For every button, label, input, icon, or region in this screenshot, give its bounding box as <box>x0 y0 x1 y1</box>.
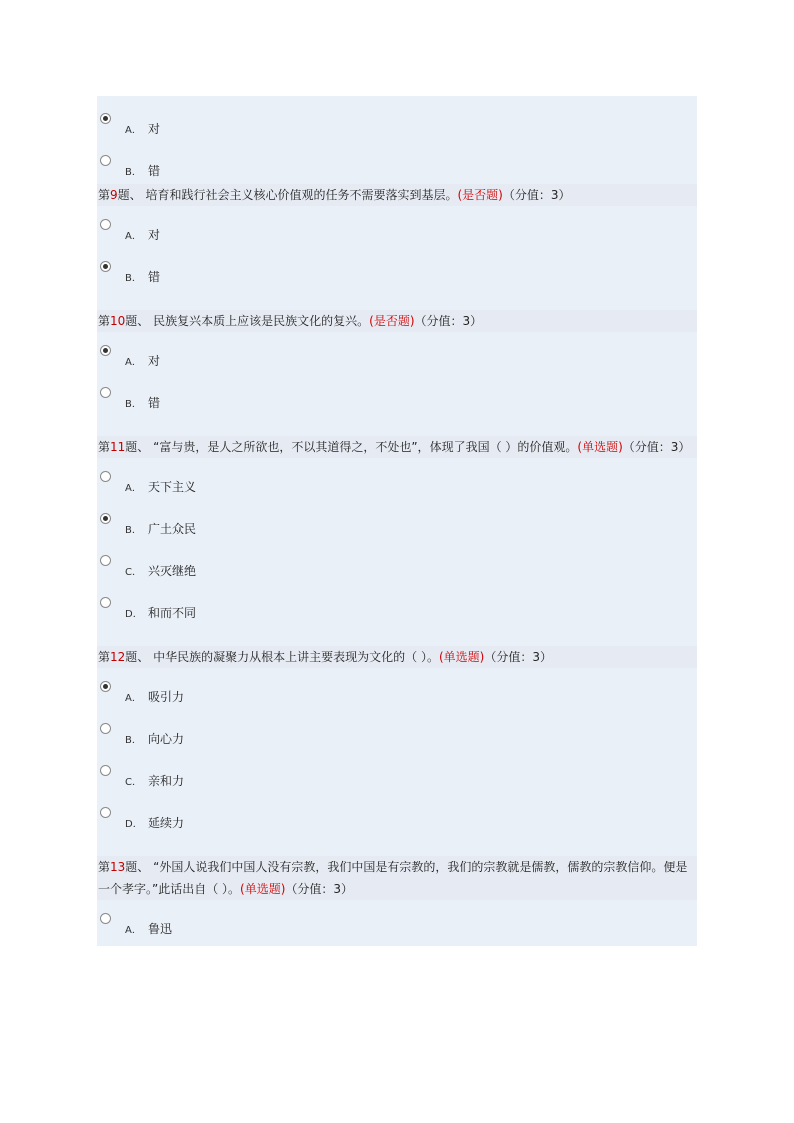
option-text: 错 <box>148 396 161 410</box>
answer-option[interactable] <box>97 100 697 142</box>
question-header <box>97 646 697 668</box>
question-prefix: 第 <box>98 440 111 454</box>
question-text: “外国人说我们中国人没有宗教，我们中国是有宗教的，我们的宗教就是儒教，儒教的宗教信仰。便是一个孝字。”此话出自（ ）。 <box>98 860 688 896</box>
question-type: (单选题) <box>240 882 286 896</box>
option-text: 兴灭继绝 <box>148 564 197 578</box>
answer-option[interactable] <box>97 584 697 626</box>
answer-options <box>97 900 697 946</box>
radio-checked-icon[interactable] <box>100 513 111 524</box>
radio-unchecked-icon[interactable] <box>100 913 111 924</box>
question-header <box>97 856 697 900</box>
question-suffix: 题、 <box>125 314 150 328</box>
question-header <box>97 184 697 206</box>
option-letter: D． <box>125 819 143 830</box>
question-type: (是否题) <box>457 188 503 202</box>
radio-checked-icon[interactable] <box>100 345 111 356</box>
option-spacer <box>97 626 697 646</box>
question-text: 培育和践行社会主义核心价值观的任务不需要落实到基层。 <box>141 188 458 202</box>
question-prefix: 第 <box>98 314 111 328</box>
radio-unchecked-icon[interactable] <box>100 723 111 734</box>
radio-unchecked-icon[interactable] <box>100 765 111 776</box>
question-score: （分值：3） <box>414 314 483 328</box>
question-type: (单选题) <box>438 650 485 664</box>
option-text: 对 <box>148 122 161 136</box>
question-type: (是否题) <box>369 314 415 328</box>
radio-unchecked-icon[interactable] <box>100 219 111 230</box>
question-prefix: 第 <box>98 650 111 664</box>
option-text: 错 <box>148 270 161 284</box>
option-letter: A． <box>125 693 142 704</box>
option-text: 亲和力 <box>148 774 185 788</box>
answer-option[interactable] <box>97 248 697 290</box>
answer-options <box>97 332 697 436</box>
option-text: 延续力 <box>148 816 185 830</box>
option-spacer <box>97 290 697 310</box>
answer-option[interactable] <box>97 332 697 374</box>
question-score: （分值：3） <box>285 882 354 896</box>
radio-checked-icon[interactable] <box>100 113 111 124</box>
question-number: 10 <box>110 314 126 328</box>
option-spacer <box>97 416 697 436</box>
option-letter: A． <box>125 925 142 936</box>
radio-unchecked-icon[interactable] <box>100 387 111 398</box>
answer-options <box>97 206 697 310</box>
quiz-container <box>97 96 697 946</box>
question-score: （分值：3） <box>622 440 691 454</box>
answer-options-q8 <box>97 96 697 184</box>
answer-option[interactable] <box>97 374 697 416</box>
question-text: 民族复兴本质上应该是民族文化的复兴。 <box>149 314 370 328</box>
answer-option[interactable] <box>97 794 697 836</box>
option-spacer <box>97 942 697 946</box>
option-text: 对 <box>148 228 161 242</box>
answer-option[interactable] <box>97 458 697 500</box>
question-header <box>97 436 697 458</box>
option-letter: B． <box>125 167 142 178</box>
question-number: 11 <box>110 440 126 454</box>
question-header <box>97 310 697 332</box>
option-letter: A． <box>125 357 142 368</box>
question-number: 12 <box>110 650 126 664</box>
option-letter: B． <box>125 273 142 284</box>
answer-option[interactable] <box>97 142 697 184</box>
option-text: 天下主义 <box>148 480 197 494</box>
answer-options <box>97 668 697 856</box>
option-text: 吸引力 <box>148 690 185 704</box>
option-text: 鲁迅 <box>148 922 173 936</box>
answer-option[interactable] <box>97 668 697 710</box>
option-letter: C． <box>125 777 142 788</box>
answer-options <box>97 458 697 646</box>
question-prefix: 第 <box>98 188 111 202</box>
radio-unchecked-icon[interactable] <box>100 555 111 566</box>
answer-option[interactable] <box>97 500 697 542</box>
radio-checked-icon[interactable] <box>100 261 111 272</box>
option-letter: A． <box>125 125 142 136</box>
question-type: (单选题) <box>577 440 623 454</box>
question-score: （分值：3） <box>502 188 571 202</box>
answer-option[interactable] <box>97 710 697 752</box>
option-text: 向心力 <box>148 732 185 746</box>
radio-unchecked-icon[interactable] <box>100 807 111 818</box>
question-prefix: 第 <box>98 860 111 874</box>
option-text: 错 <box>148 164 161 178</box>
question-suffix: 题、 <box>125 650 150 664</box>
radio-unchecked-icon[interactable] <box>100 155 111 166</box>
question-suffix: 题、 <box>125 440 150 454</box>
radio-unchecked-icon[interactable] <box>100 471 111 482</box>
question-number: 9 <box>110 188 118 202</box>
answer-option[interactable] <box>97 206 697 248</box>
question-score: （分值：3） <box>484 650 552 664</box>
question-number: 13 <box>110 860 126 874</box>
question-suffix: 题、 <box>117 188 142 202</box>
question-suffix: 题、 <box>125 860 150 874</box>
option-letter: B． <box>125 735 142 746</box>
option-letter: B． <box>125 399 142 410</box>
answer-option[interactable] <box>97 752 697 794</box>
radio-unchecked-icon[interactable] <box>100 597 111 608</box>
question-text: 中华民族的凝聚力从根本上讲主要表现为文化的（ ）。 <box>149 650 439 664</box>
option-text: 对 <box>148 354 161 368</box>
option-letter: D． <box>125 609 143 620</box>
radio-checked-icon[interactable] <box>100 681 111 692</box>
option-letter: A． <box>125 231 142 242</box>
option-letter: A． <box>125 483 142 494</box>
question-text: “富与贵，是人之所欲也，不以其道得之，不处也”，体现了我国（ ）的价值观。 <box>149 440 578 454</box>
option-text: 和而不同 <box>148 606 197 620</box>
option-letter: B． <box>125 525 142 536</box>
answer-option[interactable] <box>97 542 697 584</box>
option-letter: C． <box>125 567 142 578</box>
option-text: 广土众民 <box>148 522 197 536</box>
answer-option[interactable] <box>97 900 697 942</box>
option-spacer <box>97 836 697 856</box>
